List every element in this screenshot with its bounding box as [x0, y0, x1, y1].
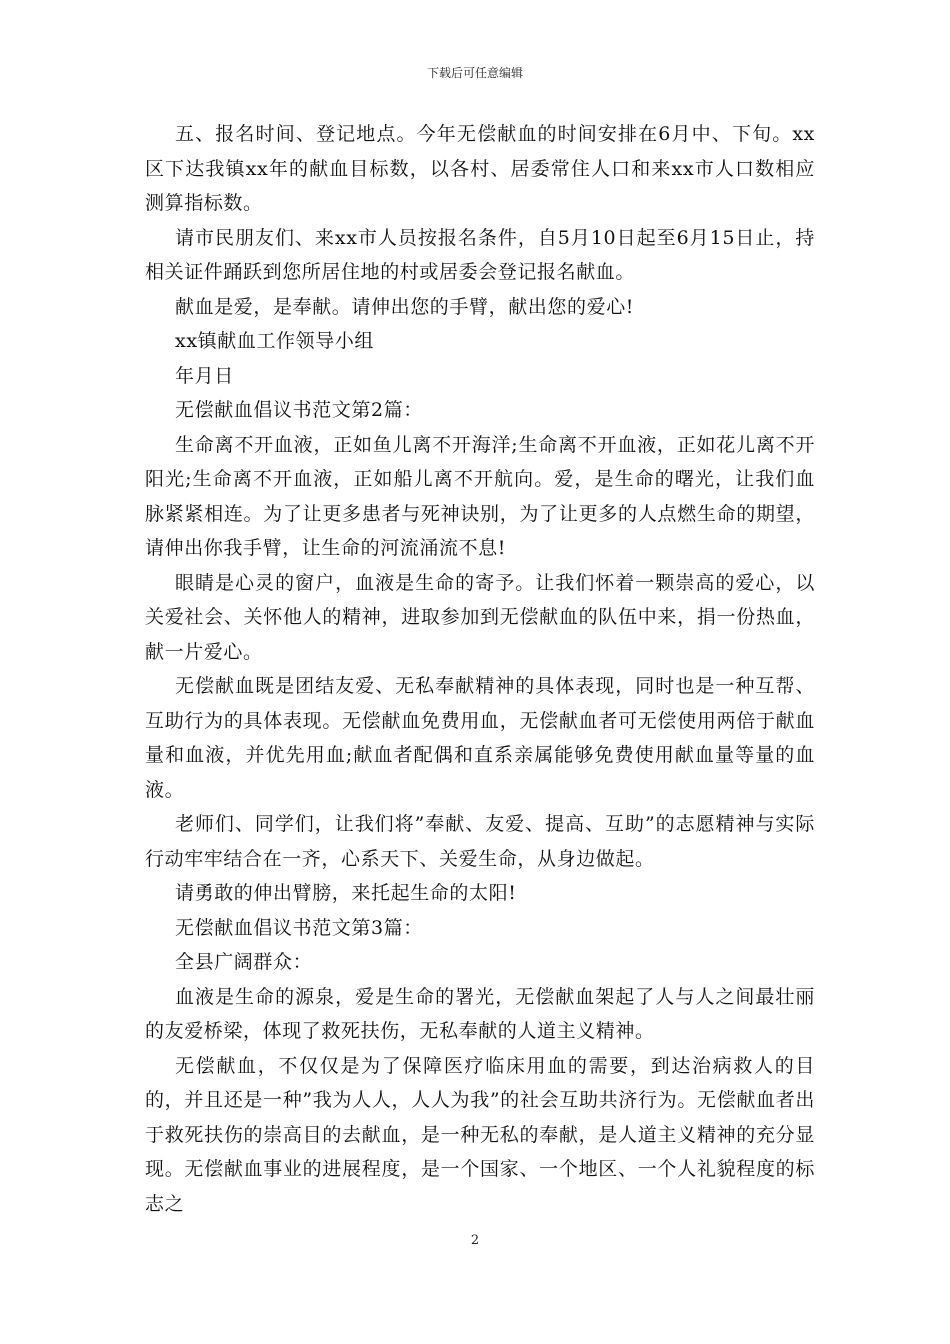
- paragraph: 五、报名时间、登记地点。今年无偿献血的时间安排在6月中、下旬。xx区下达我镇xx年的献血目标数，以各村、居委常住人口和来xx市人口数相应测算指标数。: [145, 123, 815, 214]
- paragraph: 献血是爱，是奉献。请伸出您的手臂，献出您的爱心!: [175, 295, 635, 318]
- paragraph: 请勇敢的伸出臂膀，来托起生命的太阳!: [175, 882, 517, 904]
- paragraph: 血液是生命的源泉，爱是生命的署光，无偿献血架起了人与人之间最壮丽的友爱桥梁，体现了救死扶伤，无私奉献的人道主义精神。: [145, 985, 815, 1042]
- paragraph: 请市民朋友们、来xx市人员按报名条件，自5月10日起至6月15日止，持相关证件踊跃到您所居住地的村或居委会登记报名献血。: [145, 226, 815, 283]
- page-number: 2: [470, 1233, 480, 1248]
- date-line: 年月日: [175, 364, 234, 387]
- paragraph: 无偿献血既是团结友爱、无私奉献精神的具体表现，同时也是一种互帮、互助行为的具体表现。无偿献血免费用血，无偿献血者可无偿使用两倍于献血量和血液，并优先用血;献血者配偶和直系亲属能够免费使用献血量等量的血液。: [145, 675, 815, 801]
- paragraph: 老师们、同学们，让我们将”奉献、友爱、提高、互助”的志愿精神与实际行动牢牢结合在一齐，心系天下、关爱生命，从身边做起。: [145, 813, 815, 870]
- paragraph: 无偿献血，不仅仅是为了保障医疗临床用血的需要，到达治病救人的目的，并且还是一种”我为人人，人人为我”的社会互助共济行为。无偿献血者出于救死扶伤的崇高目的去献血，是一种无私的奉献，是人道主义精神的充分显现。无偿献血事业的进展程度，是一个国家、一个地区、一个人礼貌程度的标志之: [145, 1054, 815, 1215]
- section-heading: 无偿献血倡议书范文第2篇：: [175, 399, 423, 421]
- document-body: [145, 117, 815, 1221]
- page-header: 下载后可任意编辑: [426, 66, 523, 80]
- signature-line: xx镇献血工作领导小组: [175, 330, 375, 352]
- section-heading: 无偿献血倡议书范文第3篇：: [175, 916, 423, 939]
- paragraph: 眼睛是心灵的窗户，血液是生命的寄予。让我们怀着一颗崇高的爱心，以关爱社会、关怀他人的精神，进取参加到无偿献血的队伍中来，捐一份热血，献一片爱心。: [145, 571, 815, 663]
- salutation: 全县广阔群众：: [175, 951, 313, 973]
- paragraph: 生命离不开血液，正如鱼儿离不开海洋;生命离不开血液，正如花儿离不开阳光;生命离不开血液，正如船儿离不开航向。爱，是生命的曙光，让我们血脉紧紧相连。为了让更多患者与死神诀别，为了让更多的人点燃生命的期望，请伸出你我手臂，让生命的河流涌流不息!: [145, 433, 815, 559]
